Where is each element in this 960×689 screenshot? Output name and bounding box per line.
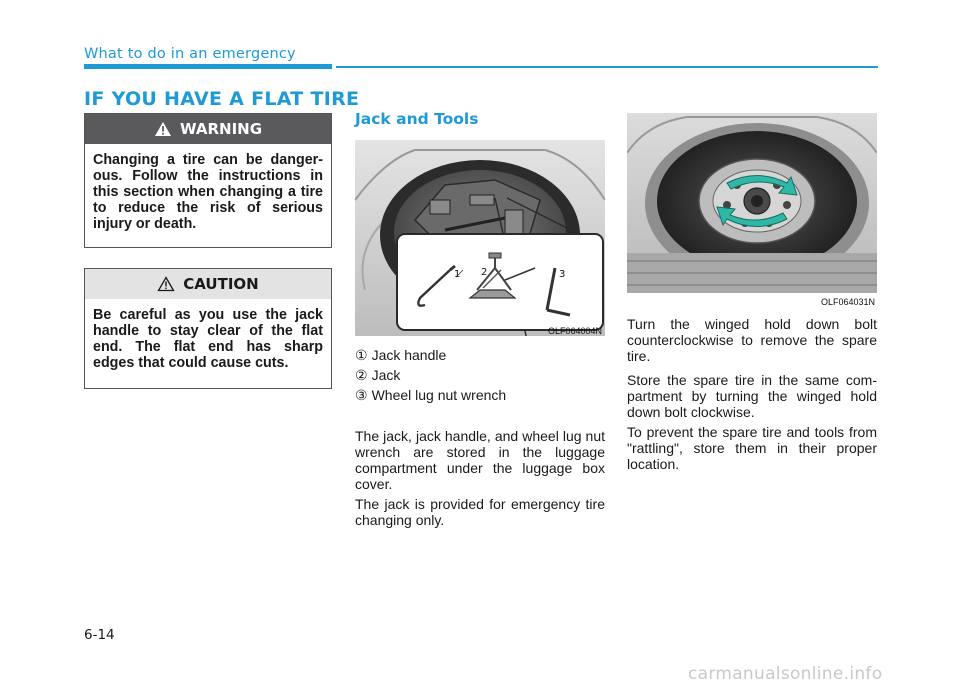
header-rule-thick <box>84 64 332 69</box>
tool-list <box>355 345 605 405</box>
warning-text: Changing a tire can be danger-ous. Follow the instructions in this section when changing a tire to reduce the risk of serious injury or death. <box>93 152 323 232</box>
warning-box <box>84 113 332 248</box>
caution-label: CAUTION <box>183 275 259 293</box>
jack-purpose-paragraph: The jack is provided for emergency tire changing only. <box>355 496 605 528</box>
list-label: Jack <box>371 367 401 383</box>
callout-1: 1 <box>454 269 461 280</box>
warning-header <box>85 114 331 144</box>
jack-tools-illustration <box>355 140 605 336</box>
list-label: Jack handle <box>371 347 447 363</box>
callout-2: 2 <box>481 267 488 278</box>
list-marker: ② <box>355 367 368 383</box>
caution-header <box>85 269 331 299</box>
remove-spare-paragraph: Turn the winged hold down bolt counterclockwise to remove the spare tire. <box>627 316 877 364</box>
jack-storage-paragraph: The jack, jack handle, and wheel lug nut wrench are stored in the luggage compartment under the luggage box cover. <box>355 428 605 492</box>
section-header: What to do in an emergency <box>84 46 296 62</box>
list-marker: ① <box>355 347 368 363</box>
list-item <box>355 365 605 385</box>
caution-text: Be careful as you use the jack handle to stay clear of the flat end. The flat end has sharp edges that could cause cuts. <box>93 307 323 371</box>
store-spare-paragraph: Store the spare tire in the same com-partment by turning the winged hold down bolt clockwise. <box>627 372 877 420</box>
callout-3: 3 <box>559 269 566 280</box>
image-code-jack: OLF064004N <box>547 326 602 336</box>
list-item <box>355 385 605 405</box>
warning-triangle-icon <box>154 121 172 137</box>
page-title: IF YOU HAVE A FLAT TIRE <box>84 88 360 110</box>
caution-box <box>84 268 332 389</box>
caution-triangle-icon <box>157 276 175 292</box>
jack-tools-heading: Jack and Tools <box>355 110 479 128</box>
spare-tire-illustration <box>627 113 877 311</box>
page-number: 6-14 <box>84 627 115 643</box>
list-label: Wheel lug nut wrench <box>371 387 507 403</box>
warning-label: WARNING <box>179 120 263 138</box>
rattle-paragraph: To prevent the spare tire and tools from "rattling", store them in their proper location. <box>627 424 877 472</box>
list-item <box>355 345 605 365</box>
list-marker: ③ <box>355 387 368 403</box>
image-code-spare: OLF064031N <box>820 297 875 307</box>
header-rule-thin <box>336 66 878 68</box>
watermark: carmanualsonline.info <box>688 664 883 684</box>
